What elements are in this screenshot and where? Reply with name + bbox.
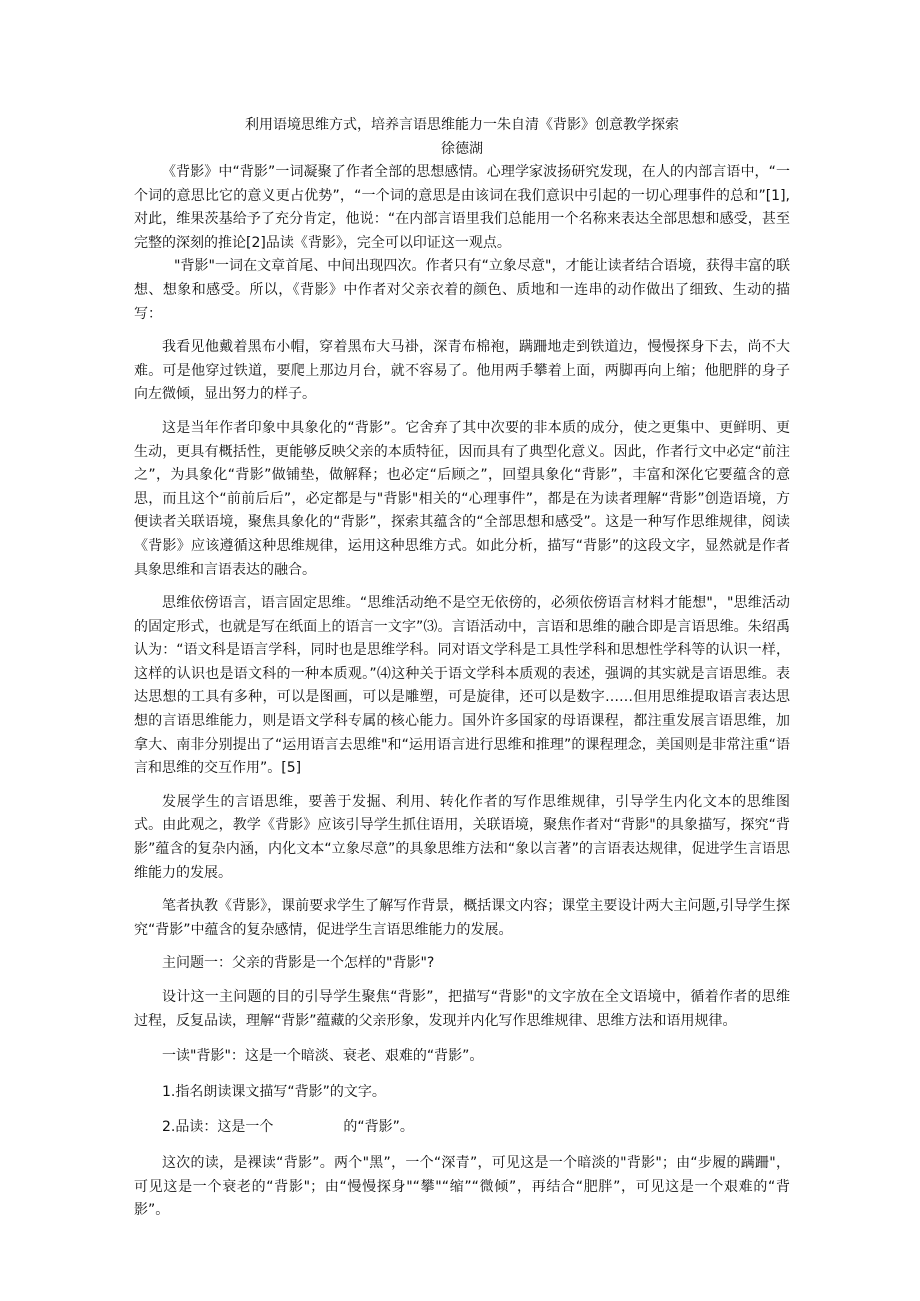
body-paragraph: 这次的读，是裸读“背影”。两个"黑”，一个“深青”，可见这是一个暗淡的"背影"；由“步履的蹒跚"，可见这是一个衰老的“背影"；由“慢慢探身"“攀"“缩”“微倾”，再结合“肥胖”，可见这是一个艰难的“背影”。: [134, 1154, 790, 1219]
document-title: 利用语境思维方式，培养言语思维能力一朱自清《背影》创意教学探索: [245, 117, 679, 133]
body-paragraph: 这是当年作者印象中具象化的“背影”。它舍弃了其中次要的非本质的成分，使之更集中、更鲜明、更生动，更具有概括性，更能够反映父亲的本质特征，因而具有了典型化意义。因此，作者行文中必定“前注之”，为具象化“背影”做铺垫，做解释；也必定“后顾之”，回望具象化“背影”，丰富和深化它要蕴含的意思，而且这个“前前后后”，必定都是与"背影"相关的“心理事件”，都是在为读者理解“背影”创造语境，方便读者关联语境，聚焦具象化的“背影”，探索其蕴含的“全部思想和感受”。这是一种写作思维规律，阅读《背影》应该遵循这种思维规律，运用这种思维方式。如此分析，描写“背影”的这段文字，显然就是作者具象思维和言语表达的融合。: [134, 419, 790, 578]
body-paragraph: 笔者执教《背影》，课前要求学生了解写作背景，概括课文内容；课堂主要设计两大主问题,引导学生探究“背影”中蕴含的复杂感情，促进学生言语思维能力的发展。: [134, 898, 790, 938]
main-question-heading: 主问题一：父亲的背影是一个怎样的"背影"?: [162, 955, 435, 972]
list-item-fill-blank: [134, 1116, 790, 1140]
list-item: 1.指名朗读课文描写“背影”的文字。: [162, 1083, 386, 1100]
body-paragraph: 思维依傍语言，语言固定思维。“思维活动绝不是空无依傍的，必须依傍语言材料才能想"，"思维活动的固定形式，也就是写在纸面上的语言一文字”⑶。言语活动中，言语和思维的融合即是言语思维。朱绍禹认为：“语文科是语言学科，同时也是思维学科。同对语文学科是工具性学科和思想性学科等的认识一样，这样的认识也是语文科的一种本质观。”⑷这种关于语文学科本质观的表述，强调的其实就是言语思维。表达思想的工具有多种，可以是图画，可以是雕塑，可是旋律，还可以是数字……但用思维提取语言表达思想的言语思维能力，则是语文学科专属的核心能力。国外许多国家的母语课程，都注重发展言语思维，加拿大、南非分别提出了“运用语言去思维"和“运用语言进行思维和推理”的课程理念，美国则是非常注重“语言和思维的交互作用”。[5]: [134, 595, 790, 777]
fill-blank-suffix: 的“背影”。: [343, 1119, 414, 1136]
fill-blank-prefix: 2.品读：这是一个: [162, 1119, 274, 1136]
body-paragraph: 发展学生的言语思维，要善于发掘、利用、转化作者的写作思维规律，引导学生内化文本的思维图式。由此观之，教学《背影》应该引导学生抓住语用，关联语境，聚焦作者对“背影"的具象描写，探究“背影”蕴含的复杂内涵，内化文本“立象尽意”的具象思维方法和“象以言著”的言语表达规律，促进学生言语思维能力的发展。: [134, 793, 790, 881]
body-paragraph: "背影"一词在文章首尾、中间出现四次。作者只有“立象尽意"，才能让读者结合语境，获得丰富的联想、想象和感受。所以，《背影》中作者对父亲衣着的颜色、质地和一连串的动作做出了细致、生动的描写：: [134, 258, 790, 322]
body-paragraph: 设计这一主问题的目的引导学生聚焦“背影”，把描写“背影"的文字放在全文语境中，循着作者的思维过程，反复品读，理解“背影”蕴藏的父亲形象，发现并内化写作思维规律、思维方法和语用规律。: [134, 989, 790, 1029]
document-page: [134, 113, 790, 1223]
document-author: 徐德湖: [441, 141, 483, 157]
quoted-passage: 我看见他戴着黑布小帽，穿着黑布大马褂，深青布棉袍，蹒跚地走到铁道边，慢慢探身下去，尚不大难。可是他穿过铁道，要爬上那边月台，就不容易了。他用两手攀着上面，两脚再向上缩；他肥胖的身子向左微倾，显出努力的样子。: [134, 339, 790, 403]
body-paragraph: 《背影》中“背影”一词凝聚了作者全部的思想感情。心理学家波扬研究发现，在人的内部言语中，“一个词的意思比它的意义更占优势”，“一个词的意思是由该词在我们意识中引起的一切心理事件的总和”[1],对此，维果茨基给予了充分肯定，他说：“在内部言语里我们总能用一个名称来表达全部思想和感受，甚至完整的深刻的推论[2]品读《背影》，完全可以印证这一观点。: [134, 164, 790, 251]
reading-step-heading: 一读"背影"：这是一个暗淡、衰老、艰难的“背影”。: [162, 1048, 484, 1065]
